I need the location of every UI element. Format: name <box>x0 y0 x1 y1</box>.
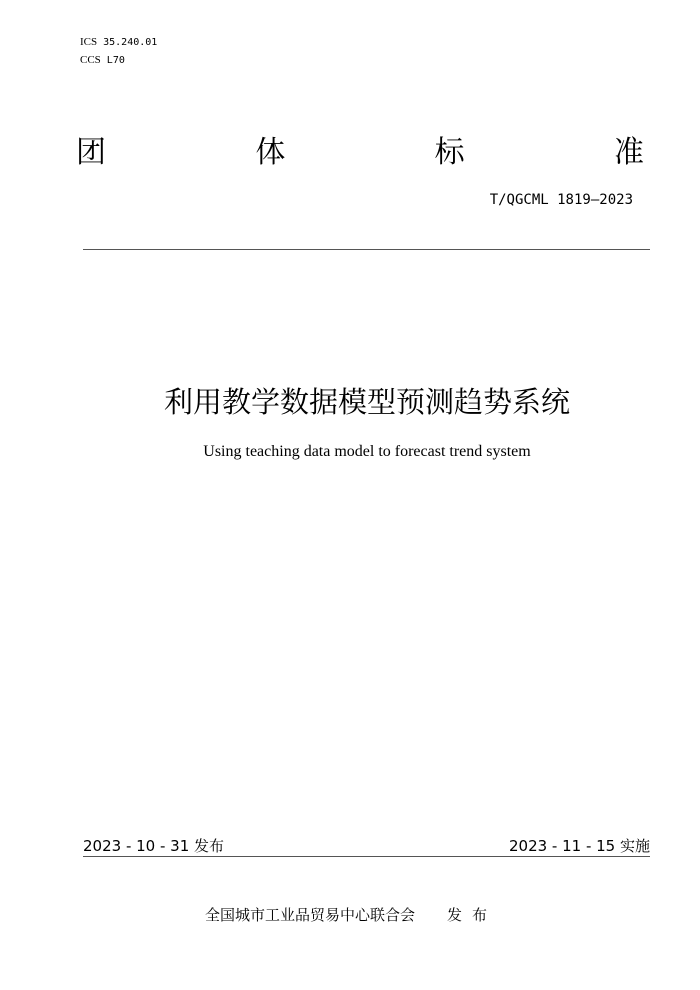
document-title: 利用教学数据模型预测趋势系统 <box>163 385 570 419</box>
implementation-date: 2023 - 11 - 15 实施 <box>508 837 650 855</box>
ics-classification <box>80 35 157 50</box>
standard-number: T/QGCML 1819—2023 <box>489 192 633 208</box>
publisher-action: 发布 <box>447 906 498 924</box>
category-char: 团 <box>76 135 106 170</box>
category-char: 标 <box>434 135 465 170</box>
category-char: 准 <box>613 135 644 170</box>
publisher <box>205 904 497 925</box>
ccs-label: CCS <box>80 54 101 66</box>
ccs-code: L70 <box>106 55 125 66</box>
ccs-classification <box>80 53 125 68</box>
ics-code: 35.240.01 <box>103 37 158 48</box>
category-char: 体 <box>255 135 286 170</box>
standard-category <box>76 135 644 171</box>
ics-label: ICS <box>80 36 98 48</box>
top-divider <box>83 249 650 250</box>
publish-date: 2023 - 10 - 31 发布 <box>83 837 225 855</box>
publisher-name: 全国城市工业品贸易中心联合会 <box>205 906 416 924</box>
document-title-english: Using teaching data model to forecast trend system <box>203 443 531 460</box>
bottom-divider <box>83 856 650 857</box>
